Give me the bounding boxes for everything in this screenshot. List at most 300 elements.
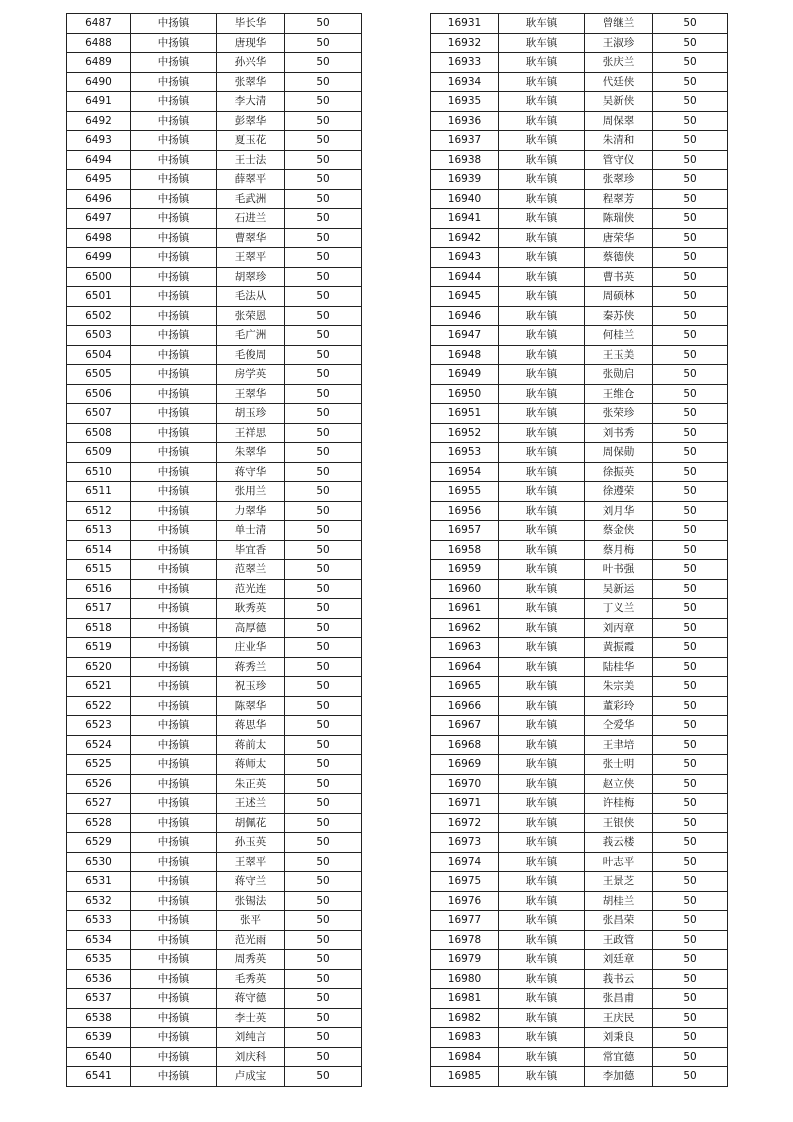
name-cell: 蔡月梅: [585, 540, 653, 560]
name-cell: 毕长华: [217, 14, 285, 34]
table-row: [67, 1067, 362, 1087]
name-cell: 胡桂兰: [585, 891, 653, 911]
table-row: [431, 696, 728, 716]
table-row: [431, 267, 728, 287]
table-row: [67, 443, 362, 463]
name-cell: 蒋守兰: [217, 872, 285, 892]
id-cell: 6538: [67, 1008, 131, 1028]
name-cell: 毛法从: [217, 287, 285, 307]
table-row: [67, 774, 362, 794]
table-row: [67, 950, 362, 970]
table-row: [67, 326, 362, 346]
table-row: [67, 1008, 362, 1028]
name-cell: 叶志平: [585, 852, 653, 872]
name-cell: 曹书英: [585, 267, 653, 287]
town-cell: 中扬镇: [131, 209, 217, 229]
name-cell: 蔡金侠: [585, 521, 653, 541]
town-cell: 耿车镇: [499, 443, 585, 463]
town-cell: 耿车镇: [499, 560, 585, 580]
amount-cell: 50: [285, 794, 362, 814]
amount-cell: 50: [285, 852, 362, 872]
amount-cell: 50: [653, 92, 728, 112]
id-cell: 6530: [67, 852, 131, 872]
id-cell: 6526: [67, 774, 131, 794]
name-cell: 蒋守华: [217, 462, 285, 482]
id-cell: 16980: [431, 969, 499, 989]
table-row: [67, 579, 362, 599]
town-cell: 耿车镇: [499, 365, 585, 385]
id-cell: 6496: [67, 189, 131, 209]
table-row: [67, 131, 362, 151]
id-cell: 6513: [67, 521, 131, 541]
table-row: [431, 657, 728, 677]
amount-cell: 50: [285, 111, 362, 131]
id-cell: 6520: [67, 657, 131, 677]
table-row: [67, 638, 362, 658]
town-cell: 中扬镇: [131, 657, 217, 677]
id-cell: 16969: [431, 755, 499, 775]
amount-cell: 50: [285, 501, 362, 521]
amount-cell: 50: [653, 677, 728, 697]
town-cell: 耿车镇: [499, 92, 585, 112]
name-cell: 叶书强: [585, 560, 653, 580]
id-cell: 16939: [431, 170, 499, 190]
id-cell: 16952: [431, 423, 499, 443]
name-cell: 力翠华: [217, 501, 285, 521]
amount-cell: 50: [285, 638, 362, 658]
id-cell: 6511: [67, 482, 131, 502]
town-cell: 耿车镇: [499, 540, 585, 560]
town-cell: 中扬镇: [131, 1067, 217, 1087]
amount-cell: 50: [653, 462, 728, 482]
name-cell: 王政管: [585, 930, 653, 950]
id-cell: 6495: [67, 170, 131, 190]
name-cell: 刘纯言: [217, 1028, 285, 1048]
table-row: [431, 189, 728, 209]
amount-cell: 50: [653, 345, 728, 365]
town-cell: 耿车镇: [499, 618, 585, 638]
id-cell: 6521: [67, 677, 131, 697]
id-cell: 16946: [431, 306, 499, 326]
town-cell: 中扬镇: [131, 794, 217, 814]
town-cell: 中扬镇: [131, 384, 217, 404]
town-cell: 耿车镇: [499, 248, 585, 268]
amount-cell: 50: [285, 969, 362, 989]
id-cell: 16968: [431, 735, 499, 755]
amount-cell: 50: [653, 735, 728, 755]
amount-cell: 50: [285, 209, 362, 229]
town-cell: 中扬镇: [131, 716, 217, 736]
table-row: [431, 891, 728, 911]
town-cell: 中扬镇: [131, 189, 217, 209]
town-cell: 中扬镇: [131, 462, 217, 482]
amount-cell: 50: [653, 33, 728, 53]
id-cell: 6531: [67, 872, 131, 892]
amount-cell: 50: [653, 14, 728, 34]
id-cell: 16978: [431, 930, 499, 950]
town-cell: 耿车镇: [499, 911, 585, 931]
town-cell: 中扬镇: [131, 696, 217, 716]
name-cell: 仝爱华: [585, 716, 653, 736]
town-cell: 耿车镇: [499, 501, 585, 521]
amount-cell: 50: [653, 1067, 728, 1087]
table-row: [431, 365, 728, 385]
town-cell: 中扬镇: [131, 111, 217, 131]
id-cell: 6529: [67, 833, 131, 853]
table-row: [431, 248, 728, 268]
table-row: [431, 599, 728, 619]
amount-cell: 50: [653, 423, 728, 443]
amount-cell: 50: [653, 404, 728, 424]
town-cell: 中扬镇: [131, 735, 217, 755]
table-row: [431, 930, 728, 950]
name-cell: 张昌荣: [585, 911, 653, 931]
amount-cell: 50: [285, 345, 362, 365]
table-row: [67, 521, 362, 541]
name-cell: 孙玉英: [217, 833, 285, 853]
id-cell: 16973: [431, 833, 499, 853]
table-row: [431, 423, 728, 443]
town-cell: 耿车镇: [499, 833, 585, 853]
name-cell: 毕宜香: [217, 540, 285, 560]
table-row: [67, 618, 362, 638]
table-row: [431, 833, 728, 853]
name-cell: 刘月华: [585, 501, 653, 521]
table-row: [431, 150, 728, 170]
name-cell: 黄振霞: [585, 638, 653, 658]
id-cell: 16940: [431, 189, 499, 209]
id-cell: 6508: [67, 423, 131, 443]
town-cell: 耿车镇: [499, 755, 585, 775]
name-cell: 常宜德: [585, 1047, 653, 1067]
id-cell: 6536: [67, 969, 131, 989]
id-cell: 6502: [67, 306, 131, 326]
id-cell: 6523: [67, 716, 131, 736]
town-cell: 耿车镇: [499, 657, 585, 677]
name-cell: 张昌甫: [585, 989, 653, 1009]
town-cell: 耿车镇: [499, 579, 585, 599]
table-row: [67, 306, 362, 326]
table-row: [67, 189, 362, 209]
town-cell: 中扬镇: [131, 267, 217, 287]
table-row: [67, 716, 362, 736]
id-cell: 16942: [431, 228, 499, 248]
town-cell: 中扬镇: [131, 774, 217, 794]
name-cell: 周保勋: [585, 443, 653, 463]
table-row: [431, 911, 728, 931]
table-row: [67, 150, 362, 170]
amount-cell: 50: [285, 365, 362, 385]
id-cell: 16983: [431, 1028, 499, 1048]
id-cell: 16984: [431, 1047, 499, 1067]
table-row: [431, 521, 728, 541]
amount-cell: 50: [653, 150, 728, 170]
id-cell: 6528: [67, 813, 131, 833]
id-cell: 6524: [67, 735, 131, 755]
table-row: [67, 813, 362, 833]
name-cell: 曹翠华: [217, 228, 285, 248]
table-row: [67, 501, 362, 521]
left-table: [66, 13, 362, 1087]
table-row: [431, 716, 728, 736]
amount-cell: 50: [653, 482, 728, 502]
town-cell: 耿车镇: [499, 267, 585, 287]
name-cell: 刘庆科: [217, 1047, 285, 1067]
id-cell: 6507: [67, 404, 131, 424]
table-row: [431, 92, 728, 112]
town-cell: 耿车镇: [499, 813, 585, 833]
amount-cell: 50: [653, 872, 728, 892]
town-cell: 中扬镇: [131, 345, 217, 365]
town-cell: 中扬镇: [131, 33, 217, 53]
town-cell: 中扬镇: [131, 833, 217, 853]
id-cell: 16938: [431, 150, 499, 170]
table-row: [431, 209, 728, 229]
table-row: [431, 462, 728, 482]
amount-cell: 50: [285, 696, 362, 716]
name-cell: 赵立侠: [585, 774, 653, 794]
amount-cell: 50: [653, 287, 728, 307]
town-cell: 耿车镇: [499, 989, 585, 1009]
town-cell: 中扬镇: [131, 482, 217, 502]
amount-cell: 50: [653, 755, 728, 775]
amount-cell: 50: [285, 482, 362, 502]
town-cell: 中扬镇: [131, 326, 217, 346]
id-cell: 6539: [67, 1028, 131, 1048]
table-row: [431, 111, 728, 131]
town-cell: 中扬镇: [131, 150, 217, 170]
amount-cell: 50: [285, 306, 362, 326]
table-row: [67, 482, 362, 502]
id-cell: 16936: [431, 111, 499, 131]
amount-cell: 50: [285, 735, 362, 755]
table-row: [67, 248, 362, 268]
name-cell: 王述兰: [217, 794, 285, 814]
town-cell: 耿车镇: [499, 969, 585, 989]
town-cell: 中扬镇: [131, 1047, 217, 1067]
amount-cell: 50: [285, 423, 362, 443]
amount-cell: 50: [653, 521, 728, 541]
town-cell: 耿车镇: [499, 53, 585, 73]
amount-cell: 50: [285, 774, 362, 794]
amount-cell: 50: [285, 950, 362, 970]
amount-cell: 50: [285, 14, 362, 34]
id-cell: 6504: [67, 345, 131, 365]
table-row: [67, 404, 362, 424]
id-cell: 6532: [67, 891, 131, 911]
name-cell: 蒋秀兰: [217, 657, 285, 677]
id-cell: 16963: [431, 638, 499, 658]
table-row: [67, 989, 362, 1009]
table-row: [67, 735, 362, 755]
name-cell: 张荣珍: [585, 404, 653, 424]
table-row: [431, 1028, 728, 1048]
amount-cell: 50: [653, 911, 728, 931]
name-cell: 高厚德: [217, 618, 285, 638]
table-row: [431, 443, 728, 463]
id-cell: 16954: [431, 462, 499, 482]
amount-cell: 50: [285, 540, 362, 560]
amount-cell: 50: [285, 755, 362, 775]
name-cell: 刘秉良: [585, 1028, 653, 1048]
id-cell: 16971: [431, 794, 499, 814]
amount-cell: 50: [285, 131, 362, 151]
amount-cell: 50: [653, 930, 728, 950]
id-cell: 16953: [431, 443, 499, 463]
amount-cell: 50: [285, 443, 362, 463]
table-row: [67, 345, 362, 365]
amount-cell: 50: [653, 638, 728, 658]
name-cell: 徐振英: [585, 462, 653, 482]
table-row: [67, 599, 362, 619]
right-table-body: [431, 14, 728, 1087]
town-cell: 中扬镇: [131, 306, 217, 326]
table-row: [67, 228, 362, 248]
town-cell: 中扬镇: [131, 72, 217, 92]
id-cell: 6490: [67, 72, 131, 92]
town-cell: 耿车镇: [499, 521, 585, 541]
amount-cell: 50: [653, 209, 728, 229]
table-row: [431, 345, 728, 365]
name-cell: 朱清和: [585, 131, 653, 151]
town-cell: 耿车镇: [499, 482, 585, 502]
name-cell: 胡玉珍: [217, 404, 285, 424]
amount-cell: 50: [653, 72, 728, 92]
name-cell: 蒋前太: [217, 735, 285, 755]
name-cell: 张勋启: [585, 365, 653, 385]
name-cell: 胡佩花: [217, 813, 285, 833]
amount-cell: 50: [285, 716, 362, 736]
table-row: [67, 969, 362, 989]
id-cell: 16976: [431, 891, 499, 911]
id-cell: 16964: [431, 657, 499, 677]
amount-cell: 50: [285, 930, 362, 950]
id-cell: 6494: [67, 150, 131, 170]
town-cell: 中扬镇: [131, 677, 217, 697]
amount-cell: 50: [653, 540, 728, 560]
amount-cell: 50: [285, 189, 362, 209]
table-row: [431, 735, 728, 755]
town-cell: 耿车镇: [499, 423, 585, 443]
town-cell: 中扬镇: [131, 969, 217, 989]
amount-cell: 50: [285, 248, 362, 268]
id-cell: 16985: [431, 1067, 499, 1087]
id-cell: 6500: [67, 267, 131, 287]
amount-cell: 50: [653, 306, 728, 326]
town-cell: 中扬镇: [131, 14, 217, 34]
name-cell: 程翠芳: [585, 189, 653, 209]
table-row: [67, 1028, 362, 1048]
town-cell: 耿车镇: [499, 696, 585, 716]
amount-cell: 50: [285, 521, 362, 541]
table-row: [67, 287, 362, 307]
name-cell: 范翠兰: [217, 560, 285, 580]
amount-cell: 50: [285, 228, 362, 248]
town-cell: 耿车镇: [499, 33, 585, 53]
table-row: [67, 170, 362, 190]
id-cell: 6509: [67, 443, 131, 463]
town-cell: 耿车镇: [499, 326, 585, 346]
table-row: [67, 384, 362, 404]
town-cell: 耿车镇: [499, 774, 585, 794]
town-cell: 耿车镇: [499, 170, 585, 190]
id-cell: 16965: [431, 677, 499, 697]
id-cell: 6522: [67, 696, 131, 716]
id-cell: 6491: [67, 92, 131, 112]
town-cell: 耿车镇: [499, 930, 585, 950]
id-cell: 16958: [431, 540, 499, 560]
id-cell: 16972: [431, 813, 499, 833]
name-cell: 代廷侠: [585, 72, 653, 92]
amount-cell: 50: [285, 911, 362, 931]
table-row: [431, 53, 728, 73]
town-cell: 耿车镇: [499, 716, 585, 736]
town-cell: 耿车镇: [499, 72, 585, 92]
name-cell: 庄业华: [217, 638, 285, 658]
table-row: [67, 209, 362, 229]
amount-cell: 50: [285, 404, 362, 424]
town-cell: 中扬镇: [131, 228, 217, 248]
amount-cell: 50: [285, 1047, 362, 1067]
town-cell: 耿车镇: [499, 1067, 585, 1087]
town-cell: 中扬镇: [131, 852, 217, 872]
name-cell: 李士英: [217, 1008, 285, 1028]
name-cell: 房学英: [217, 365, 285, 385]
name-cell: 胡翠珍: [217, 267, 285, 287]
table-row: [67, 267, 362, 287]
town-cell: 中扬镇: [131, 170, 217, 190]
town-cell: 耿车镇: [499, 462, 585, 482]
id-cell: 16937: [431, 131, 499, 151]
town-cell: 耿车镇: [499, 131, 585, 151]
town-cell: 中扬镇: [131, 599, 217, 619]
town-cell: 耿车镇: [499, 228, 585, 248]
id-cell: 6506: [67, 384, 131, 404]
town-cell: 中扬镇: [131, 638, 217, 658]
id-cell: 16956: [431, 501, 499, 521]
table-row: [431, 852, 728, 872]
amount-cell: 50: [653, 501, 728, 521]
amount-cell: 50: [285, 1028, 362, 1048]
town-cell: 耿车镇: [499, 150, 585, 170]
amount-cell: 50: [653, 1008, 728, 1028]
name-cell: 莪云楼: [585, 833, 653, 853]
id-cell: 16941: [431, 209, 499, 229]
name-cell: 朱正英: [217, 774, 285, 794]
table-row: [431, 33, 728, 53]
name-cell: 丁义兰: [585, 599, 653, 619]
table-row: [431, 677, 728, 697]
table-row: [67, 794, 362, 814]
amount-cell: 50: [285, 53, 362, 73]
amount-cell: 50: [653, 599, 728, 619]
id-cell: 6534: [67, 930, 131, 950]
town-cell: 耿车镇: [499, 638, 585, 658]
name-cell: 王祥思: [217, 423, 285, 443]
amount-cell: 50: [285, 560, 362, 580]
town-cell: 中扬镇: [131, 1008, 217, 1028]
id-cell: 16935: [431, 92, 499, 112]
id-cell: 16931: [431, 14, 499, 34]
name-cell: 管守仪: [585, 150, 653, 170]
name-cell: 张锡法: [217, 891, 285, 911]
table-row: [431, 813, 728, 833]
name-cell: 耿秀英: [217, 599, 285, 619]
town-cell: 耿车镇: [499, 794, 585, 814]
table-row: [431, 326, 728, 346]
name-cell: 朱翠华: [217, 443, 285, 463]
town-cell: 中扬镇: [131, 989, 217, 1009]
